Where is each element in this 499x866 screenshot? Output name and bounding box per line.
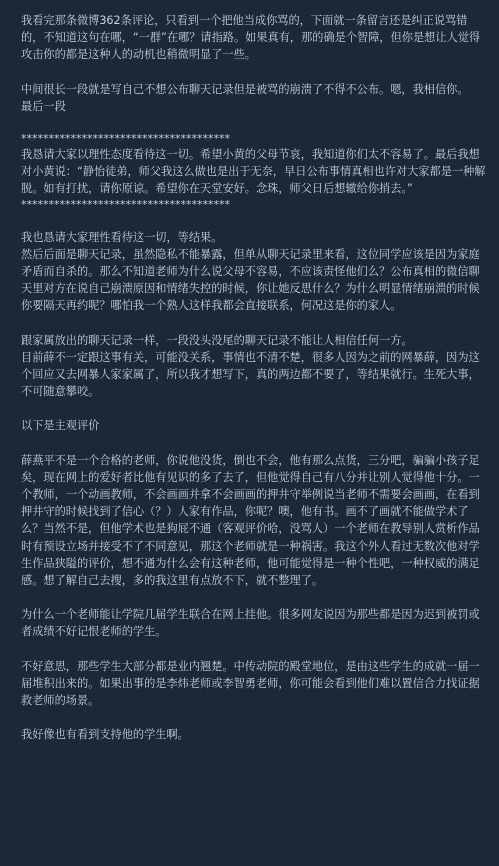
asterisk-divider-bottom: ************************************** xyxy=(21,197,230,211)
asterisk-divider-top: ************************************** xyxy=(21,132,230,146)
paragraph-weibo-comments: 我看完那条微博362条评论，只看到一个把他当成你骂的，下面就一条留言还是纠正说骂错的，不知道这句在哪，“一群”在哪？请指路。如果真有，那的确是个智障，但你是想让人觉得攻击你的都是这种人的动机也稍微明显了一些。 xyxy=(21,14,481,62)
subjective-section-heading: 以下是主观评价 xyxy=(21,419,100,433)
paragraph-rational-request: 我也恳请大家理性看待这一切，等结果。 xyxy=(21,230,223,244)
paragraph-students-joint-post: 为什么一个老师能让学院几届学生联合在网上挂他。很多网友说因为那些都是因为迟到被罚或者成绩不好记恨老师的学生。 xyxy=(21,608,480,639)
paragraph-students-achievements: 不好意思，那些学生大部分都是业内翘楚。中传动院的殿堂地位，是由这些学生的成就一届一届堆积出来的。如果出事的是李炜老师或李智勇老师，你可能会看到他们难以置信合力找证据救老师的场景。 xyxy=(21,659,480,708)
paragraph-teacher-evaluation: 薛燕平不是一个合格的老师，你说他没货，倒也不会，他有那么点货，三分吧，骗骗小孩子足矣，现在网上的爱好者比他有见识的多了去了，但他觉得自己有八分并让别人觉得他十分。一个教师，一个动画教师，不会画画并拿不会画画的押井守举例说当老师不需要会画画，在看到押井守的时候找到了信心（？）人家有作品，你呢？噢，他有书。画不了画就不能做学术了么？当然不是，但他学术也是狗屁不通（客观评价哈，没骂人）一个老师在教导别人赏析作品时有预设立场并接受不了不同意见，那这个老师就是一种祸害。我这个外人看过无数次他对学生作品狭隘的评价，想不通为什么会有这种老师，他可能觉得是一种个性吧，一种权威的满足感。想了解自己去搜，多的我这里有点放不下，就不整理了。 xyxy=(21,453,480,588)
paragraph-chat-record-analysis: 然后后面是聊天记录，虽然隐私不能暴露，但单从聊天记录里来看，这位同学应该是因为家庭矛盾而自杀的。那么不知道老师为什么说父母不容易，不应该责怪他们么？公布真相的微信聊天里对方在说自己崩溃原因和情绪失控的时候，你让她反思什么？为什么明显情绪崩溃的时候你要隔天再约呢？哪怕我一个熟人这样我都会直接联系，何况这是你的家人。 xyxy=(21,247,480,313)
paragraph-last-section-label: 最后一段 xyxy=(21,99,66,113)
quoted-statement: 我恳请大家以理性态度看待这一切。希望小黄的父母节哀，我知道你们太不容易了。最后我想对小黄说：“静怡徒弟，师父我这么做也是出于无奈，早日公布事情真相也许对大家都是一种解脱。如有打扰，请你原谅。希望你在天堂安好。念珠，师父日后想辙给你捎去。” xyxy=(21,148,486,196)
paragraph-supporting-students: 我好像也有看到支持他的学生啊。 xyxy=(21,728,189,742)
paragraph-middle-section: 中间很长一段就是写自己不想公布聊天记录但是被骂的崩溃了不得不公布。嗯，我相信你。 xyxy=(21,82,469,96)
paragraph-wait-for-result: 目前薛不一定跟这事有关，可能没关系，事情也不清不楚，很多人因为之前的网暴薛，因为这个回应又去网暴人家家属了，所以我才想写下，真的两边都不要了，等结果就行。生死大事，不可随意攀咬。 xyxy=(21,350,480,399)
paragraph-family-chat: 跟家属放出的聊天记录一样，一段没头没尾的聊天记录不能让人相信任何一方。 xyxy=(21,333,413,347)
